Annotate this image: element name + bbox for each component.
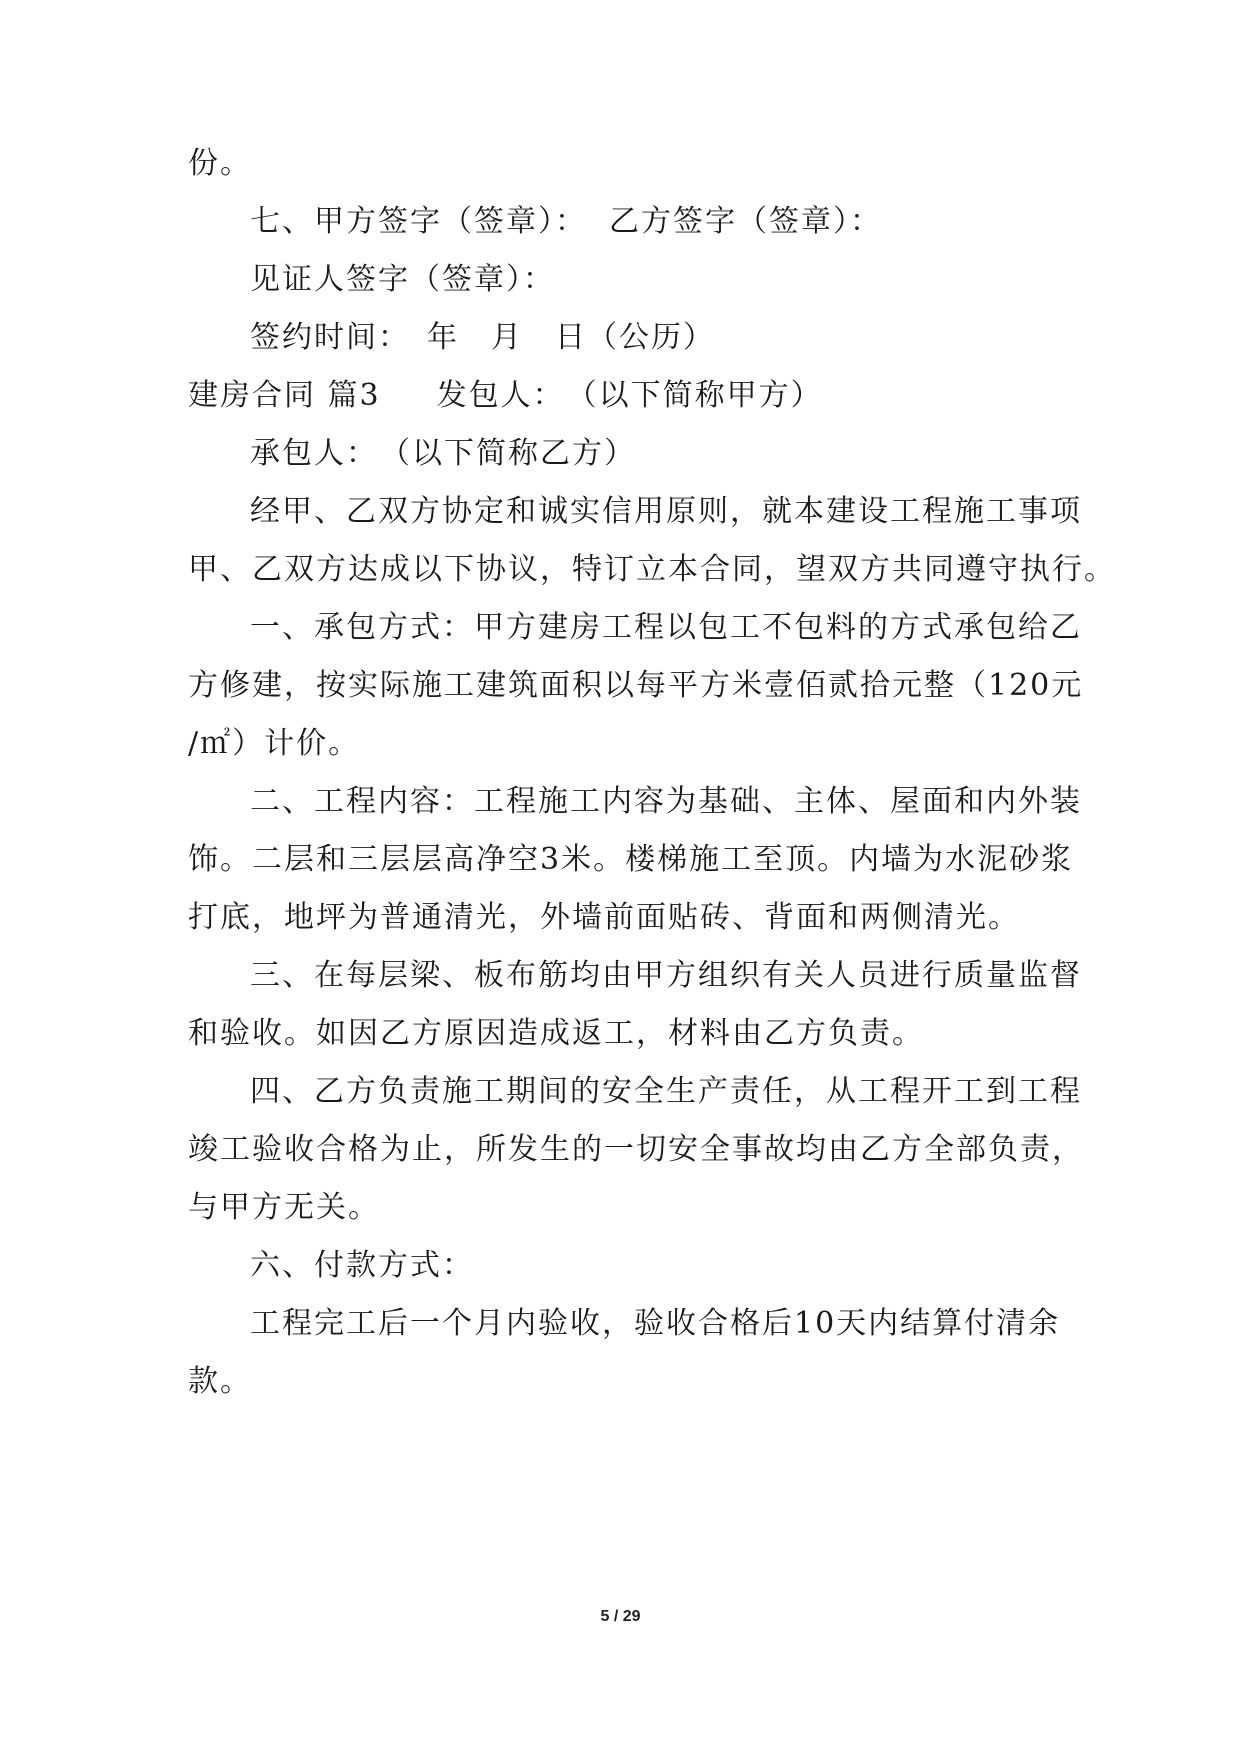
section-heading-line bbox=[188, 374, 823, 418]
witness-signature-label: 见证人签字（签章）： bbox=[250, 262, 555, 297]
paragraph-line: 二、工程内容：工程施工内容为基础、主体、屋面和内外装 bbox=[250, 784, 1082, 819]
paragraph-line: 和验收。如因乙方原因造成返工，材料由乙方负责。 bbox=[188, 1016, 924, 1051]
paragraph-line: /㎡）计价。 bbox=[188, 726, 361, 761]
signing-date-label: 签约时间： 年 月 日（公历） bbox=[250, 320, 715, 355]
paragraph-line: 份。 bbox=[188, 146, 252, 181]
employer-label: 发包人： （以下简称甲方） bbox=[436, 378, 823, 413]
paragraph-line: 方修建，按实际施工建筑面积以每平方米壹佰贰拾元整（120元 bbox=[188, 668, 1084, 703]
paragraph-line: 与甲方无关。 bbox=[188, 1190, 380, 1225]
paragraph-line: 六、付款方式： bbox=[250, 1248, 474, 1283]
paragraph-line: 工程完工后一个月内验收，验收合格后10天内结算付清余 bbox=[250, 1306, 1061, 1341]
paragraph-line: 四、乙方负责施工期间的安全生产责任，从工程开工到工程 bbox=[250, 1074, 1082, 1109]
signature-line-parties bbox=[250, 200, 882, 244]
paragraph-line: 饰。二层和三层层高净空3米。楼梯施工至顶。内墙为水泥砂浆 bbox=[188, 842, 1074, 877]
paragraph-line: 经甲、乙双方协定和诚实信用原则，就本建设工程施工事项 bbox=[250, 494, 1082, 529]
party-b-signature-label: 乙方签字（签章）： bbox=[609, 204, 882, 239]
paragraph-line: 竣工验收合格为止，所发生的一切安全事故均由乙方全部负责， bbox=[188, 1132, 1084, 1167]
paragraph-line: 一、承包方式：甲方建房工程以包工不包料的方式承包给乙 bbox=[250, 610, 1082, 645]
paragraph-line: 甲、乙双方达成以下协议，特订立本合同，望双方共同遵守执行。 bbox=[188, 552, 1116, 587]
party-a-signature-label: 七、甲方签字（签章）： bbox=[250, 204, 587, 239]
paragraph-line: 三、在每层梁、板布筋均由甲方组织有关人员进行质量监督 bbox=[250, 958, 1082, 993]
section-heading: 建房合同 篇3 bbox=[188, 378, 381, 413]
contractor-label: 承包人： （以下简称乙方） bbox=[250, 436, 636, 471]
page-number: 5 / 29 bbox=[600, 1608, 641, 1625]
paragraph-line: 款。 bbox=[188, 1364, 252, 1399]
paragraph-line: 打底，地坪为普通清光，外墙前面贴砖、背面和两侧清光。 bbox=[188, 900, 1020, 935]
